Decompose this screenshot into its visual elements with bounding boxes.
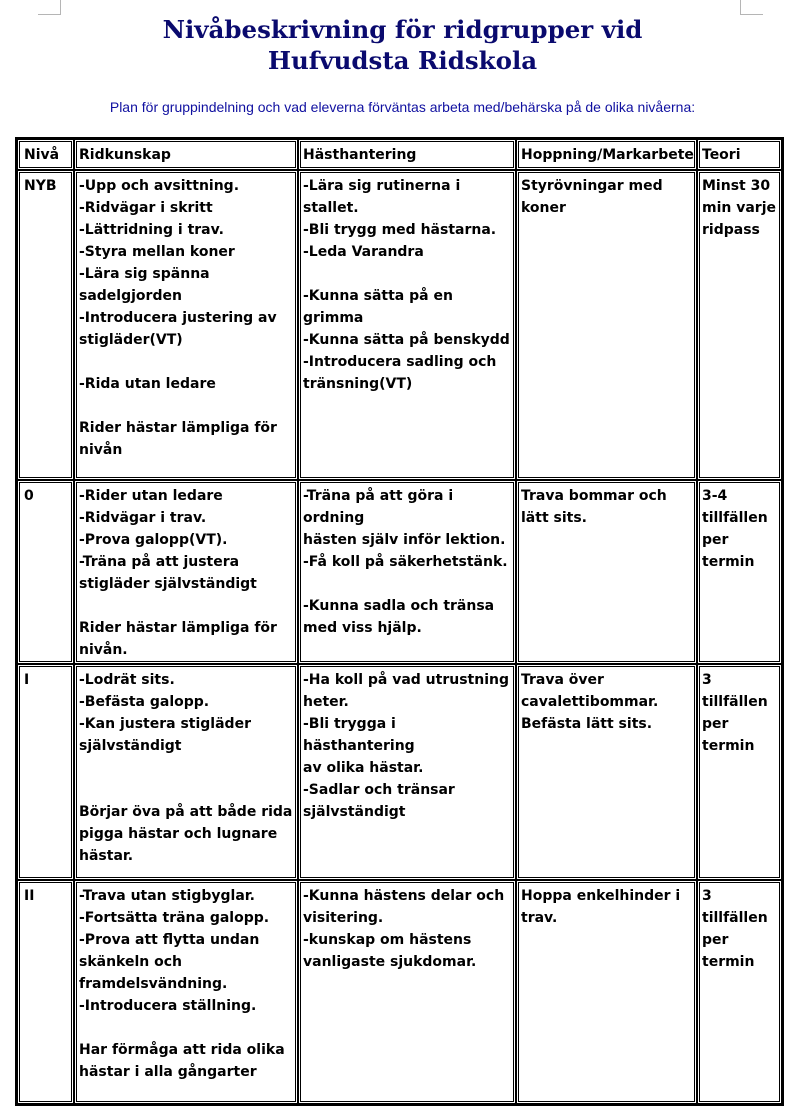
cell-line: sadelgjorden: [79, 288, 182, 304]
cell-line: självständigt: [303, 804, 406, 820]
hoppning-cell: [516, 170, 697, 480]
cell-line: [79, 351, 293, 373]
cell-line: min varje: [702, 200, 776, 216]
hoppning-cell: [516, 664, 697, 880]
cell-line: [79, 757, 293, 779]
ridkunskap-cell: [74, 880, 298, 1104]
cell-line: per termin: [702, 716, 755, 754]
title-line-2: Hufvudsta Ridskola: [267, 46, 538, 75]
cell-line: -Kunna sätta på en grimma: [303, 288, 453, 326]
cell-line: Befästa lätt sits.: [521, 716, 653, 732]
cell-line: -Ridvägar i skritt: [79, 200, 213, 216]
hasthantering-cell: [298, 480, 516, 664]
cell-line: Rider hästar lämpliga för: [79, 620, 277, 636]
cell-line: -Upp och avsittning.: [79, 178, 240, 194]
cell-line: -Kunna sätta på benskydd: [303, 332, 510, 348]
level-cell: NYB: [17, 170, 74, 480]
cell-line: Minst 30: [702, 178, 771, 194]
cell-line: -Leda Varandra: [303, 244, 424, 260]
table-row: [17, 664, 782, 880]
cell-line: -Rider utan ledare: [79, 488, 223, 504]
cell-line: med viss hjälp.: [303, 620, 422, 636]
cell-line: Har förmåga att rida olika: [79, 1042, 285, 1058]
cell-line: -kunskap om hästens: [303, 932, 472, 948]
cell-line: -Rida utan ledare: [79, 376, 216, 392]
cell-line: Trava bommar och: [521, 488, 667, 504]
cell-line: -Träna på att göra i ordning: [303, 488, 454, 526]
teori-cell: [697, 170, 782, 480]
cell-line: trav.: [521, 910, 558, 926]
cell-line: 3 tillfällen: [702, 672, 768, 710]
cell-line: tillfällen: [702, 510, 768, 526]
cell-line: vanligaste sjukdomar.: [303, 954, 477, 970]
cell-line: stigläder självständigt: [79, 576, 257, 592]
teori-cell: [697, 880, 782, 1104]
cell-line: -Träna på att justera: [79, 554, 240, 570]
cell-line: ridpass: [702, 222, 760, 238]
cell-line: cavalettibommar.: [521, 694, 659, 710]
cell-line: stigläder(VT): [79, 332, 183, 348]
cell-line: Börjar öva på att både rida: [79, 804, 293, 820]
cell-line: -Introducera sadling och: [303, 354, 497, 370]
page-title: [0, 14, 805, 76]
cell-line: -Prova att flytta undan: [79, 932, 260, 948]
ridkunskap-cell: [74, 170, 298, 480]
cell-line: -Introducera justering av: [79, 310, 277, 326]
cell-line: [79, 779, 293, 801]
header-cell-niva: Nivå: [17, 139, 74, 170]
cell-line: -Få koll på säkerhetstänk.: [303, 554, 508, 570]
header-cell-ridkunskap: Ridkunskap: [74, 139, 298, 170]
cell-line: -Fortsätta träna galopp.: [79, 910, 270, 926]
cell-line: -Lära sig rutinerna i stallet.: [303, 178, 461, 216]
cell-line: -Befästa galopp.: [79, 694, 210, 710]
cell-line: Hoppa enkelhinder i: [521, 888, 681, 904]
cell-line: -Prova galopp(VT).: [79, 532, 228, 548]
hoppning-cell: [516, 880, 697, 1104]
crop-mark-top-right: [740, 0, 763, 15]
cell-line: -Kunna hästens delar och: [303, 888, 505, 904]
table-header-row: [17, 139, 782, 170]
level-table: [15, 137, 784, 1106]
cell-line: [303, 263, 511, 285]
teori-cell: [697, 480, 782, 664]
cell-line: hästen själv inför lektion.: [303, 532, 506, 548]
hasthantering-cell: [298, 170, 516, 480]
cell-line: [79, 595, 293, 617]
cell-line: 3 tillfällen: [702, 888, 768, 926]
header-cell-hoppning: Hoppning/Markarbete: [516, 139, 697, 170]
cell-line: -Introducera ställning.: [79, 998, 257, 1014]
cell-line: nivån: [79, 442, 123, 458]
cell-line: -Lättridning i trav.: [79, 222, 224, 238]
cell-line: [79, 395, 293, 417]
cell-line: per termin: [702, 532, 755, 570]
cell-line: per termin: [702, 932, 755, 970]
cell-line: hästar i alla gångarter: [79, 1064, 257, 1080]
cell-line: koner: [521, 200, 566, 216]
level-cell: II: [17, 880, 74, 1104]
header-cell-hasthantering: Hästhantering: [298, 139, 516, 170]
hoppning-cell: [516, 480, 697, 664]
level-cell: I: [17, 664, 74, 880]
table-row: [17, 880, 782, 1104]
cell-line: -Kunna sadla och tränsa: [303, 598, 495, 614]
cell-line: -Ridvägar i trav.: [79, 510, 207, 526]
hasthantering-cell: [298, 880, 516, 1104]
cell-line: pigga hästar och lugnare: [79, 826, 278, 842]
cell-line: tränsning(VT): [303, 376, 413, 392]
table-row: [17, 170, 782, 480]
cell-line: 3-4: [702, 488, 728, 504]
cell-line: Trava över: [521, 672, 604, 688]
cell-line: lätt sits.: [521, 510, 587, 526]
hasthantering-cell: [298, 664, 516, 880]
page-subtitle: Plan för gruppindelning och vad eleverna förväntas arbeta med/behärska på de olika nivåerna:: [109, 99, 696, 115]
ridkunskap-cell: [74, 480, 298, 664]
ridkunskap-cell: [74, 664, 298, 880]
cell-line: -Bli trygga i hästhantering: [303, 716, 415, 754]
cell-line: visitering.: [303, 910, 384, 926]
cell-line: -Lära sig spänna: [79, 266, 210, 282]
header-cell-teori: Teori: [697, 139, 782, 170]
cell-line: Styrövningar med: [521, 178, 663, 194]
cell-line: hästar.: [79, 848, 134, 864]
title-line-1: Nivåbeskrivning för ridgrupper vid: [162, 15, 643, 44]
cell-line: Rider hästar lämpliga för: [79, 420, 277, 436]
cell-line: -Ha koll på vad utrustning: [303, 672, 509, 688]
cell-line: -Sadlar och tränsar: [303, 782, 455, 798]
table-row: [17, 480, 782, 664]
cell-line: framdelsvändning.: [79, 976, 228, 992]
cell-line: [79, 1017, 293, 1039]
crop-mark-top-left: [38, 0, 61, 15]
cell-line: skänkeln och: [79, 954, 183, 970]
cell-line: av olika hästar.: [303, 760, 424, 776]
cell-line: heter.: [303, 694, 349, 710]
cell-line: -Kan justera stigläder: [79, 716, 251, 732]
cell-line: -Styra mellan koner: [79, 244, 235, 260]
teori-cell: [697, 664, 782, 880]
cell-line: självständigt: [79, 738, 182, 754]
cell-line: [303, 573, 511, 595]
cell-line: -Bli trygg med hästarna.: [303, 222, 497, 238]
cell-line: -Trava utan stigbyglar.: [79, 888, 255, 904]
level-cell: 0: [17, 480, 74, 664]
cell-line: -Lodrät sits.: [79, 672, 175, 688]
cell-line: nivån.: [79, 642, 128, 658]
